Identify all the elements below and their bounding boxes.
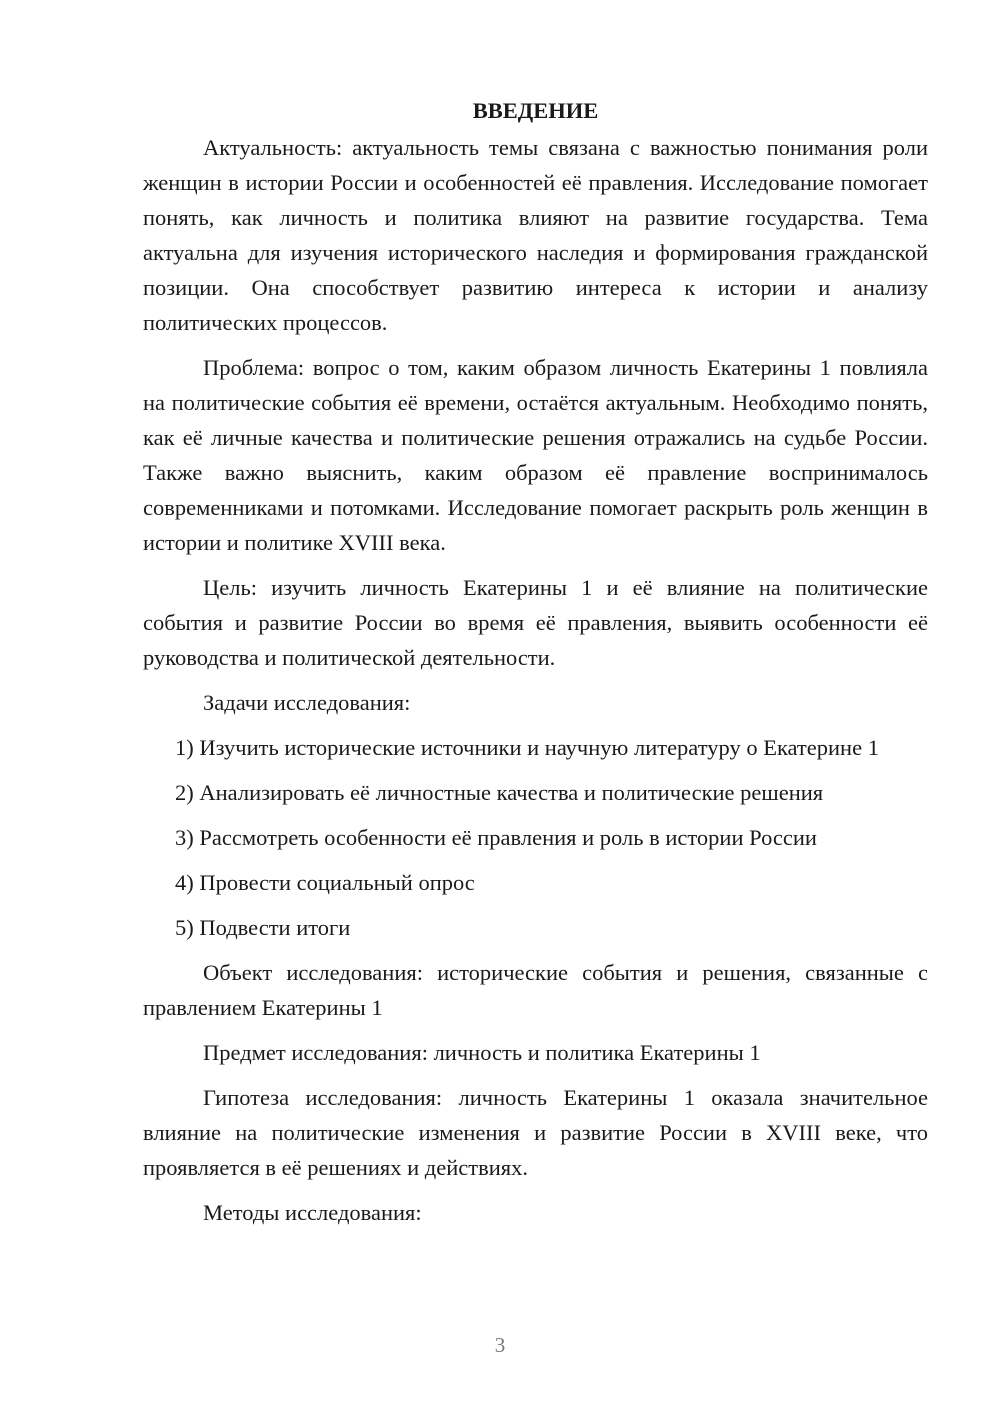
task-item-4: 4) Провести социальный опрос [175,870,475,895]
section-title: ВВЕДЕНИЕ [472,98,599,123]
object-paragraph: Объект исследования: исторические события и решения, связанные с правлением Екатерины 1 [143,960,928,1020]
hypothesis-paragraph: Гипотеза исследования: личность Екатерины 1 оказала значительное влияние на политические изменения и развитие России в XVIII веке, что проявляется в её решениях и действиях. [143,1085,928,1180]
goal-paragraph: Цель: изучить личность Екатерины 1 и её влияние на политические события и развитие России во время её правления, выявить особенности её руководства и политической деятельности. [143,575,928,670]
problem-paragraph: Проблема: вопрос о том, каким образом личность Екатерины 1 повлияла на политические события её времени, остаётся актуальным. Необходимо понять, как её личные качества и политические решения отражались на судьбе России. Также важно выяснить, каким образом её правление воспринималось современниками и потомками. Исследование помогает раскрыть роль женщин в истории и политике XVIII века. [143,355,928,555]
tasks-heading: Задачи исследования: [203,690,411,715]
task-item-5: 5) Подвести итоги [175,915,351,940]
task-item-3: 3) Рассмотреть особенности её правления и роль в истории России [175,825,817,850]
document-page [143,93,928,1240]
relevance-paragraph: Актуальность: актуальность темы связана с важностью понимания роли женщин в истории России и особенностей её правления. Исследование помогает понять, как личность и политика влияют на развитие государства. Тема актуальна для изучения исторического наследия и формирования гражданской позиции. Она способствует развитию интереса к истории и анализу политических процессов. [143,135,928,335]
page-number: 3 [494,1333,506,1357]
task-item-1: 1) Изучить исторические источники и научную литературу о Екатерине 1 [175,735,879,760]
methods-heading: Методы исследования: [203,1200,422,1225]
task-item-2: 2) Анализировать её личностные качества и политические решения [175,780,824,805]
subject-paragraph: Предмет исследования: личность и политика Екатерины 1 [203,1040,761,1065]
